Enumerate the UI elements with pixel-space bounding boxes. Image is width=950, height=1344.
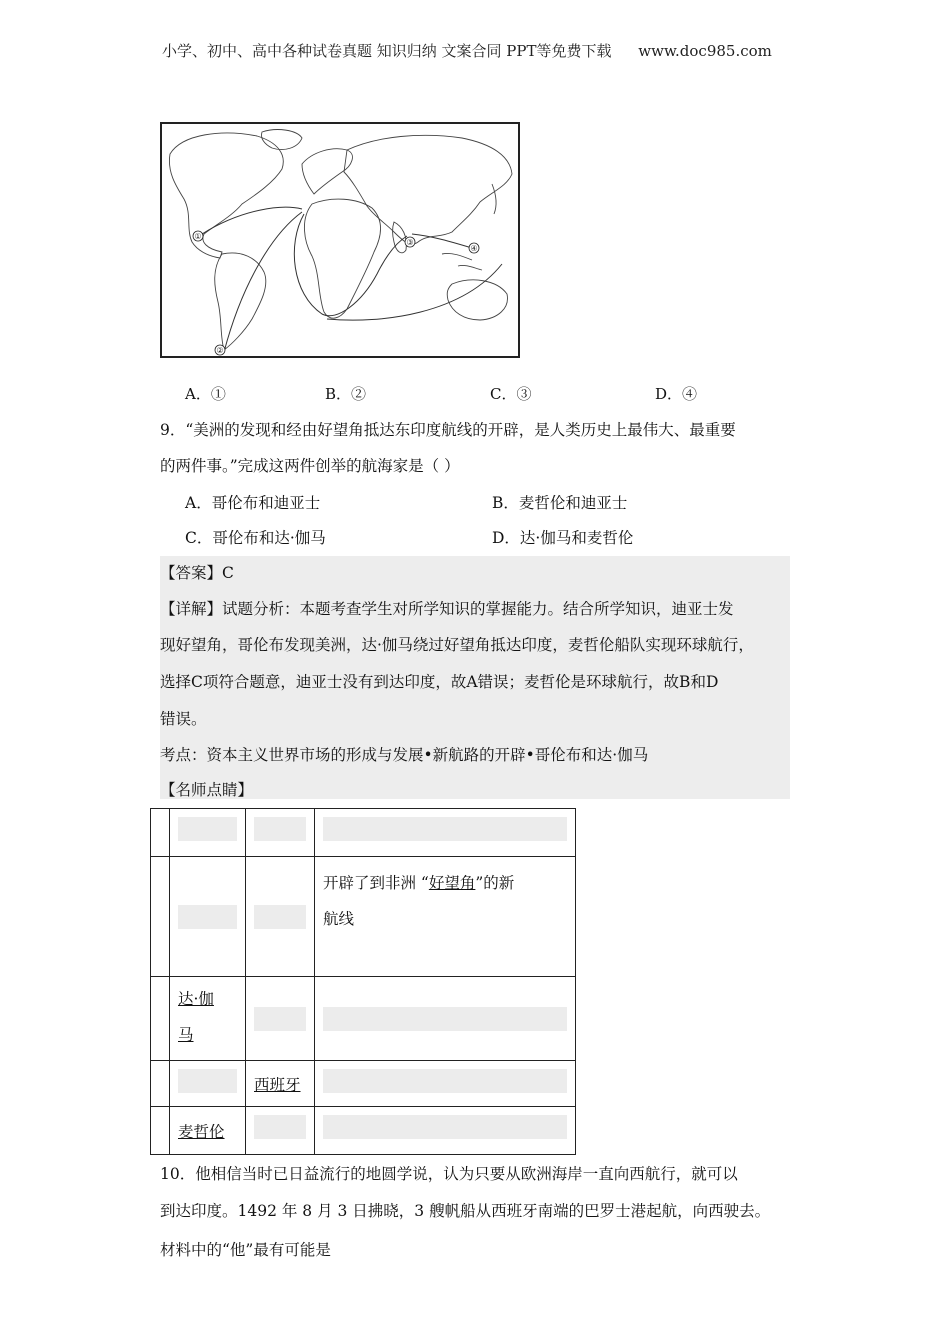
table-cell <box>246 977 315 1061</box>
event-text-3: 航线 <box>323 910 355 928</box>
q8-option-d[interactable]: D．④ <box>655 385 698 403</box>
q9-line-2: 的两件事。”完成这两件创举的航海家是（ ） <box>160 457 460 475</box>
voyage-routes <box>202 207 502 352</box>
q10-line-3: 材料中的“他”最有可能是 <box>160 1241 331 1259</box>
q9-option-b[interactable]: B．麦哲伦和迪亚士 <box>492 494 628 512</box>
event-text-1: 开辟了到非洲 “ <box>323 874 429 892</box>
q10-line-2: 到达印度。1492 年 8 月 3 日拂晓，3 艘帆船从西班牙南端的巴罗士港起航，向西驶去。 <box>160 1202 771 1220</box>
answer-detail-4: 错误。 <box>160 710 207 728</box>
spain-link[interactable]: 西班牙 <box>254 1075 301 1094</box>
event-text-2: ”的新 <box>475 874 515 892</box>
table-row <box>151 977 576 1061</box>
answer-point: 考点：资本主义世界市场的形成与发展•新航路的开辟•哥伦布和达·伽马 <box>160 746 649 764</box>
table-cell <box>170 1061 246 1107</box>
q8-option-a[interactable]: A．① <box>185 385 226 403</box>
answer-tip-label: 【名师点睛】 <box>160 781 254 799</box>
table-row <box>151 1061 576 1107</box>
table-cell <box>315 977 576 1061</box>
navigator-name-dagama <box>170 977 245 1057</box>
continent-outlines <box>169 130 512 350</box>
table-cell <box>170 1107 246 1155</box>
dagama-name-2[interactable]: 马 <box>178 1026 194 1044</box>
greenland <box>261 130 302 150</box>
header-text: 小学、初中、高中各种试卷真题 知识归纳 文案合同 PPT等免费下载 <box>162 42 612 60</box>
dagama-name-1[interactable]: 达·伽 <box>178 990 214 1008</box>
asia <box>344 135 512 244</box>
table-cell <box>315 1107 576 1155</box>
table-cell <box>151 1061 170 1107</box>
answer-detail-3: 选择C项符合题意，迪亚士没有到达印度，故A错误；麦哲伦是环球航行，故B和D <box>160 673 719 691</box>
q9-line-1: 9．“美洲的发现和经由好望角抵达东印度航线的开辟，是人类历史上最伟大、最重要 <box>160 421 736 439</box>
australia <box>447 280 507 320</box>
marker-3-label: ③ <box>406 238 414 247</box>
redacted-cell <box>254 1115 306 1139</box>
route-dagama <box>294 214 407 316</box>
table-cell <box>315 1061 576 1107</box>
marker-4 <box>469 243 479 253</box>
table-cell <box>170 857 246 977</box>
world-map-svg <box>162 124 518 356</box>
redacted-cell <box>254 1007 306 1031</box>
redacted-cell <box>178 905 237 929</box>
marker-2 <box>215 345 225 355</box>
route-return <box>327 264 502 320</box>
country-spain <box>246 1073 314 1095</box>
q9-option-c[interactable]: C．哥伦布和达·伽马 <box>185 529 326 547</box>
navigator-table <box>150 808 576 1155</box>
table-cell <box>151 857 170 977</box>
redacted-cell <box>178 1069 237 1093</box>
page-header <box>162 40 772 61</box>
route-magellan <box>224 212 302 352</box>
table-cell <box>246 1107 315 1155</box>
indonesia <box>442 253 482 270</box>
route-markers <box>193 231 479 355</box>
answer-label: 【答案】C <box>160 564 234 582</box>
cape-good-hope-link[interactable]: 好望角 <box>428 874 476 892</box>
table-cell <box>246 857 315 977</box>
q10-line-1: 10．他相信当时已日益流行的地圆学说，认为只要从欧洲海岸一直向西航行，就可以 <box>160 1165 738 1183</box>
africa <box>304 199 380 318</box>
marker-2-label: ② <box>216 346 224 355</box>
route-columbus <box>202 207 302 234</box>
navigator-name-magellan <box>170 1120 245 1142</box>
redacted-cell <box>254 817 306 841</box>
header-url[interactable]: www.doc985.com <box>638 42 772 60</box>
redacted-cell <box>178 817 237 841</box>
table-cell <box>246 1061 315 1107</box>
marker-1-label: ① <box>194 232 202 241</box>
event-description <box>315 857 575 945</box>
north-america <box>169 133 283 258</box>
redacted-cell <box>323 1069 567 1093</box>
q9-option-d[interactable]: D．达·伽马和麦哲伦 <box>492 529 634 547</box>
table-cell <box>170 977 246 1061</box>
marker-3 <box>405 237 415 247</box>
table-cell <box>246 809 315 857</box>
table-cell <box>170 809 246 857</box>
marker-1 <box>193 231 203 241</box>
table-row <box>151 809 576 857</box>
q9-option-a[interactable]: A．哥伦布和迪亚士 <box>185 494 321 512</box>
redacted-cell <box>323 1007 567 1031</box>
redacted-cell <box>323 817 567 841</box>
table-row <box>151 857 576 977</box>
europe <box>302 149 352 194</box>
table-cell <box>151 977 170 1061</box>
redacted-cell <box>323 1115 567 1139</box>
magellan-link[interactable]: 麦哲伦 <box>178 1122 225 1141</box>
answer-detail-2: 现好望角，哥伦布发现美洲，达·伽马绕过好望角抵达印度，麦哲伦船队实现环球航行， <box>160 636 754 654</box>
route-east <box>412 234 472 248</box>
japan <box>492 184 496 214</box>
world-map-figure <box>160 122 520 358</box>
q8-option-c[interactable]: C．③ <box>490 385 532 403</box>
table-cell <box>151 1107 170 1155</box>
table-row <box>151 1107 576 1155</box>
answer-detail-1: 【详解】试题分析：本题考查学生对所学知识的掌握能力。结合所学知识，迪亚士发 <box>160 600 734 618</box>
redacted-cell <box>254 905 306 929</box>
marker-4-label: ④ <box>470 244 478 253</box>
table-cell <box>315 809 576 857</box>
table-cell <box>315 857 576 977</box>
q8-option-b[interactable]: B．② <box>325 385 367 403</box>
table-cell <box>151 809 170 857</box>
